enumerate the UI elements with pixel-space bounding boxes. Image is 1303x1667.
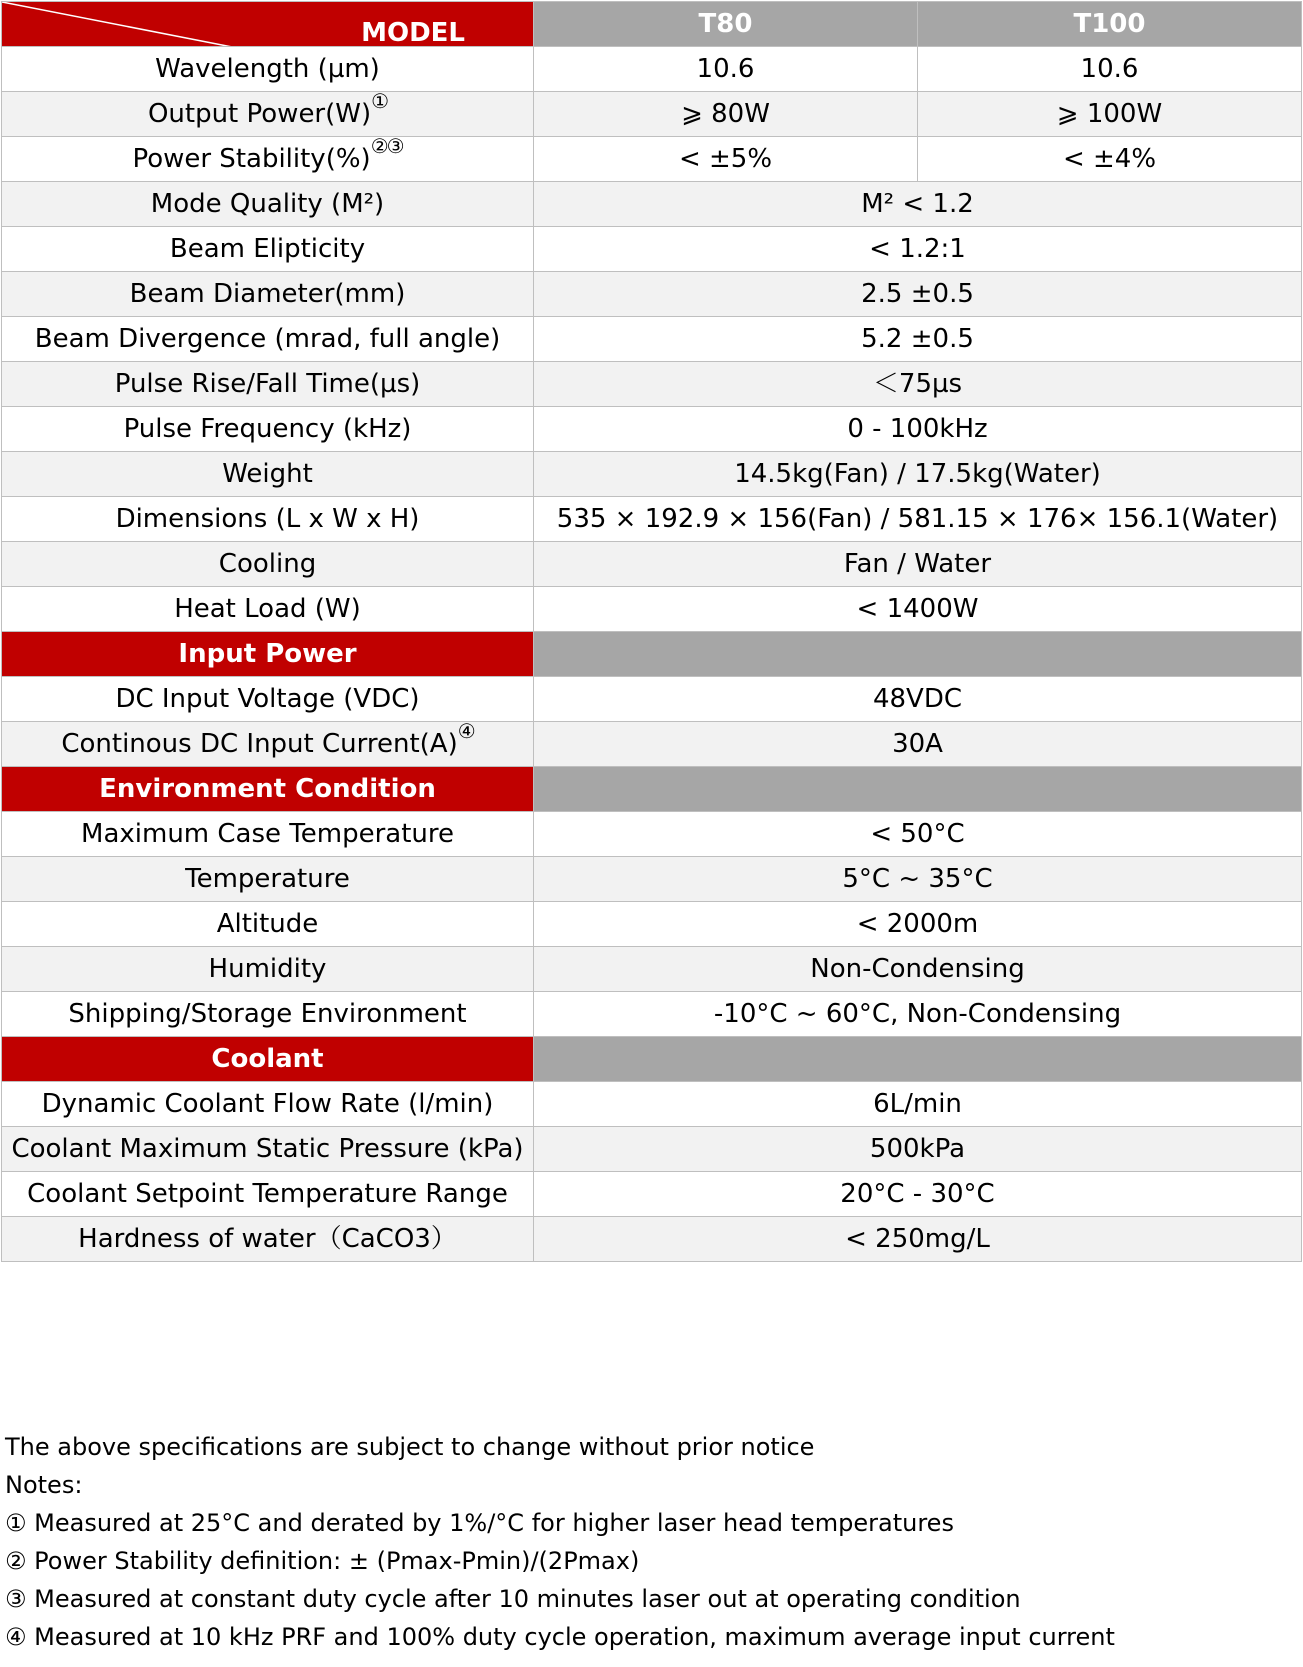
spec-value: 20°C - 30°C bbox=[534, 1172, 1302, 1217]
spec-label: Cooling bbox=[218, 549, 317, 579]
note-item: ③ Measured at constant duty cycle after 10 minutes laser out at operating condition bbox=[5, 1585, 1021, 1613]
spec-label: Pulse Frequency (kHz) bbox=[123, 414, 412, 444]
spec-row bbox=[2, 497, 1302, 542]
spec-row bbox=[2, 92, 1302, 137]
footnote-marker: ④ bbox=[457, 721, 474, 744]
spec-value: < 1.2:1 bbox=[534, 227, 1302, 272]
spec-label: Beam Diameter(mm) bbox=[129, 279, 406, 309]
spec-label: Shipping/Storage Environment bbox=[68, 999, 467, 1029]
spec-label: Weight bbox=[222, 459, 313, 489]
spec-label: Altitude bbox=[216, 909, 319, 939]
spec-label-cell bbox=[2, 47, 534, 92]
section-header-row bbox=[2, 1037, 1302, 1082]
spec-label-cell bbox=[2, 812, 534, 857]
spec-row bbox=[2, 182, 1302, 227]
spec-label-cell bbox=[2, 542, 534, 587]
spec-value: 6L/min bbox=[534, 1082, 1302, 1127]
spec-label: Maximum Case Temperature bbox=[81, 819, 454, 849]
section-fill bbox=[534, 632, 1302, 677]
spec-row bbox=[2, 272, 1302, 317]
spec-value: 2.5 ±0.5 bbox=[534, 272, 1302, 317]
spec-label: Continous DC Input Current(A) bbox=[61, 729, 458, 759]
spec-value: 5.2 ±0.5 bbox=[534, 317, 1302, 362]
spec-value-t100: < ±4% bbox=[918, 137, 1302, 182]
spec-value: Fan / Water bbox=[534, 542, 1302, 587]
spec-label-cell bbox=[2, 182, 534, 227]
section-header-row bbox=[2, 632, 1302, 677]
spec-value: M² < 1.2 bbox=[534, 182, 1302, 227]
section-header-row bbox=[2, 767, 1302, 812]
spec-label: Output Power(W) bbox=[147, 99, 372, 129]
spec-table bbox=[1, 1, 1302, 1262]
notes-title: Notes: bbox=[5, 1471, 83, 1499]
spec-label-cell bbox=[2, 857, 534, 902]
spec-label-cell bbox=[2, 137, 534, 182]
spec-value: 5°C ~ 35°C bbox=[534, 857, 1302, 902]
model-header-t80: T80 bbox=[534, 2, 918, 47]
spec-row bbox=[2, 542, 1302, 587]
section-fill bbox=[534, 767, 1302, 812]
spec-label: Heat Load (W) bbox=[174, 594, 361, 624]
spec-value: -10°C ~ 60°C, Non-Condensing bbox=[534, 992, 1302, 1037]
spec-row bbox=[2, 587, 1302, 632]
section-title: Coolant bbox=[2, 1037, 534, 1082]
model-label: MODEL bbox=[361, 18, 465, 47]
spec-label: Beam Elipticity bbox=[169, 234, 366, 264]
spec-label: DC Input Voltage (VDC) bbox=[115, 684, 420, 714]
spec-label-cell bbox=[2, 497, 534, 542]
spec-value-t100: ⩾ 100W bbox=[918, 92, 1302, 137]
spec-value-t100: 10.6 bbox=[918, 47, 1302, 92]
spec-label: Wavelength (µm) bbox=[155, 54, 380, 84]
spec-value: 500kPa bbox=[534, 1127, 1302, 1172]
note-item: ② Power Stability definition: ± (Pmax-Pmin)/(2Pmax) bbox=[5, 1547, 640, 1575]
spec-value: Non-Condensing bbox=[534, 947, 1302, 992]
footnote-marker: ②③ bbox=[370, 136, 403, 159]
spec-value: < 2000m bbox=[534, 902, 1302, 947]
spec-label-cell bbox=[2, 902, 534, 947]
spec-row bbox=[2, 722, 1302, 767]
spec-row bbox=[2, 1172, 1302, 1217]
spec-row bbox=[2, 857, 1302, 902]
spec-label: Mode Quality (M²) bbox=[150, 189, 385, 219]
spec-label: Power Stability(%) bbox=[132, 144, 371, 174]
spec-label-cell bbox=[2, 317, 534, 362]
spec-label-cell bbox=[2, 362, 534, 407]
spec-row bbox=[2, 1217, 1302, 1262]
spec-label: Dynamic Coolant Flow Rate (l/min) bbox=[41, 1089, 494, 1119]
model-header-t100: T100 bbox=[918, 2, 1302, 47]
spec-label-cell bbox=[2, 992, 534, 1037]
spec-row bbox=[2, 407, 1302, 452]
spec-row bbox=[2, 317, 1302, 362]
spec-label: Coolant Setpoint Temperature Range bbox=[27, 1179, 508, 1209]
spec-value: 48VDC bbox=[534, 677, 1302, 722]
spec-label-cell bbox=[2, 1172, 534, 1217]
spec-label: Beam Divergence (mrad, full angle) bbox=[34, 324, 501, 354]
spec-row bbox=[2, 47, 1302, 92]
spec-value: 14.5kg(Fan) / 17.5kg(Water) bbox=[534, 452, 1302, 497]
spec-row bbox=[2, 1127, 1302, 1172]
footnote-marker: ① bbox=[371, 91, 388, 114]
spec-row bbox=[2, 362, 1302, 407]
section-title: Environment Condition bbox=[2, 767, 534, 812]
header-corner-cell bbox=[2, 2, 534, 47]
header-row bbox=[2, 2, 1302, 47]
disclaimer-text: The above specifications are subject to change without prior notice bbox=[5, 1433, 815, 1461]
spec-label: Hardness of water（CaCO3） bbox=[78, 1224, 457, 1254]
spec-label-cell bbox=[2, 92, 534, 137]
spec-label: Humidity bbox=[208, 954, 327, 984]
spec-value: < 1400W bbox=[534, 587, 1302, 632]
spec-row bbox=[2, 947, 1302, 992]
note-item: ① Measured at 25°C and derated by 1%/°C for higher laser head temperatures bbox=[5, 1509, 954, 1537]
spec-label-cell bbox=[2, 407, 534, 452]
spec-row bbox=[2, 677, 1302, 722]
spec-value-t80: 10.6 bbox=[534, 47, 918, 92]
spec-value-t80: ⩾ 80W bbox=[534, 92, 918, 137]
spec-row bbox=[2, 137, 1302, 182]
section-title: Input Power bbox=[2, 632, 534, 677]
spec-value: 30A bbox=[534, 722, 1302, 767]
spec-row bbox=[2, 992, 1302, 1037]
note-item: ④ Measured at 10 kHz PRF and 100% duty cycle operation, maximum average input current bbox=[5, 1623, 1115, 1651]
spec-label-cell bbox=[2, 1082, 534, 1127]
spec-row bbox=[2, 902, 1302, 947]
spec-label: Dimensions (L x W x H) bbox=[115, 504, 420, 534]
spec-row bbox=[2, 1082, 1302, 1127]
footer-notes bbox=[5, 1428, 1295, 1656]
spec-value: < 50°C bbox=[534, 812, 1302, 857]
spec-label: Pulse Rise/Fall Time(µs) bbox=[114, 369, 421, 399]
spec-label-cell bbox=[2, 722, 534, 767]
spec-value: < 250mg/L bbox=[534, 1217, 1302, 1262]
spec-label-cell bbox=[2, 272, 534, 317]
spec-row bbox=[2, 812, 1302, 857]
spec-label: Coolant Maximum Static Pressure (kPa) bbox=[11, 1134, 524, 1164]
spec-label-cell bbox=[2, 227, 534, 272]
spec-label-cell bbox=[2, 947, 534, 992]
spec-row bbox=[2, 227, 1302, 272]
spec-label: Temperature bbox=[185, 864, 350, 894]
spec-value: ＜75µs bbox=[534, 362, 1302, 407]
section-fill bbox=[534, 1037, 1302, 1082]
spec-label-cell bbox=[2, 587, 534, 632]
spec-label-cell bbox=[2, 1127, 534, 1172]
spec-label-cell bbox=[2, 1217, 534, 1262]
spec-label-cell bbox=[2, 677, 534, 722]
spec-value-t80: < ±5% bbox=[534, 137, 918, 182]
spec-value: 0 - 100kHz bbox=[534, 407, 1302, 452]
spec-value: 535 × 192.9 × 156(Fan) / 581.15 × 176× 156.1(Water) bbox=[534, 497, 1302, 542]
spec-label-cell bbox=[2, 452, 534, 497]
spec-row bbox=[2, 452, 1302, 497]
